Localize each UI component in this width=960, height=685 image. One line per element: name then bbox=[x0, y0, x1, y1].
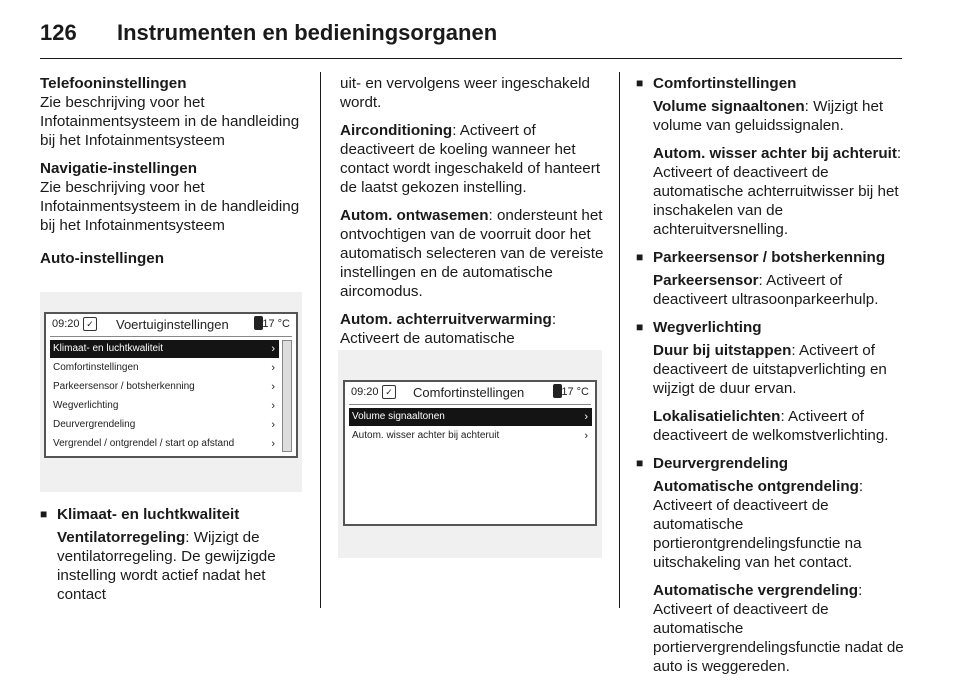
section-body-navigation: Zie beschrijving voor het Infotainmentsysteem in de handleiding bij het Infotainmentsysteem bbox=[40, 179, 300, 234]
bullet-doorlock: ■ Deurvergrendeling bbox=[636, 454, 904, 473]
screen-divider bbox=[50, 336, 292, 337]
section-title-phone: Telefooninstellingen bbox=[40, 75, 187, 92]
chevron-right-icon: › bbox=[584, 430, 588, 442]
page-title: Instrumenten en bedieningsorganen bbox=[117, 20, 498, 45]
screen-title: Comfortinstellingen bbox=[413, 385, 525, 400]
menu-item-label: Klimaat- en luchtkwaliteit bbox=[53, 343, 164, 354]
page-header bbox=[40, 20, 902, 60]
term-rear-wiper: Autom. wisser achter bij achteruit bbox=[653, 145, 897, 162]
term-auto-unlock: Automatische ontgrendeling bbox=[653, 478, 859, 495]
text-defog: : ondersteunt het ontvochtigen van de voorruit door het automatisch selecteren van de vereiste instellingen en de automatische aircomodus. bbox=[340, 207, 604, 300]
paragraph-fan-control bbox=[40, 528, 306, 604]
bullet-parking: ■ Parkeersensor / botsherkenning bbox=[636, 248, 904, 267]
menu-item-climate[interactable] bbox=[50, 340, 279, 358]
page-number: 126 bbox=[40, 20, 77, 45]
display-screen bbox=[343, 380, 597, 526]
screen-image-vehicle-settings bbox=[40, 292, 302, 492]
chevron-right-icon: › bbox=[271, 400, 275, 412]
chevron-right-icon: › bbox=[271, 362, 275, 374]
screen-image-comfort-settings bbox=[338, 350, 602, 558]
text-volume: : Wijzigt het volume van geluidssignalen. bbox=[653, 98, 884, 134]
text-rear-heating: : Activeert de automatische bbox=[340, 311, 557, 347]
menu-item-label: Deurvergrendeling bbox=[53, 419, 136, 430]
term-aircon: Airconditioning bbox=[340, 122, 453, 139]
text-auto-unlock: : Activeert of deactiveert de automatische portierontgrendelingsfunctie na uitschakeling van het contact. bbox=[653, 478, 864, 571]
menu-item-label: Autom. wisser achter bij achteruit bbox=[352, 430, 500, 441]
menu-item-label: Vergrendel / ontgrendel / start op afstand bbox=[53, 438, 235, 449]
term-rear-heating: Autom. achterruitverwarming bbox=[340, 311, 552, 328]
column-divider-2 bbox=[619, 72, 620, 608]
term-parking-sensor: Parkeersensor bbox=[653, 272, 759, 289]
section-title-navigation: Navigatie-instellingen bbox=[40, 160, 197, 177]
term-auto-lock: Automatische vergrendeling bbox=[653, 582, 859, 599]
term-fan-control: Ventilatorregeling bbox=[57, 529, 186, 546]
term-defog: Autom. ontwasemen bbox=[340, 207, 489, 224]
clock-time: 09:20 bbox=[351, 386, 379, 398]
chevron-right-icon: › bbox=[271, 438, 275, 450]
chevron-right-icon: › bbox=[271, 381, 275, 393]
column-1 bbox=[40, 74, 306, 277]
text-parking-sensor: : Activeert of deactiveert ultrasoonparkeerhulp. bbox=[653, 272, 879, 308]
chevron-right-icon: › bbox=[271, 343, 275, 355]
chevron-right-icon: › bbox=[584, 411, 588, 423]
column-1-bottom bbox=[40, 505, 306, 604]
clock-icon: ✓ bbox=[382, 385, 396, 399]
menu-item-lighting[interactable] bbox=[50, 397, 279, 415]
section-body-phone: Zie beschrijving voor het Infotainmentsysteem in de handleiding bij het Infotainmentsysteem bbox=[40, 94, 300, 149]
text-exit-duration: : Activeert of deactiveert de uitstapverlichting en wijzigt de duur ervan. bbox=[653, 342, 887, 397]
text-rear-wiper: : Activeert of deactiveert de automatische achterruitwisser bij het inschakelen van de achteruitversnelling. bbox=[653, 145, 902, 238]
text-fan-control: : Wijzigt de ventilatorregeling. De gewijzigde instelling wordt actief nadat het contact bbox=[57, 529, 276, 603]
menu-item-volume[interactable] bbox=[349, 408, 592, 426]
clock-time: 09:20 bbox=[52, 318, 80, 330]
bullet-lighting: ■ Wegverlichting bbox=[636, 318, 904, 337]
display-screen bbox=[44, 312, 298, 458]
menu-item-label: Parkeersensor / botsherkenning bbox=[53, 381, 195, 392]
text-auto-lock: : Activeert of deactiveert de automatische portiervergrendelingsfunctie nadat de auto is weggereden. bbox=[653, 582, 904, 675]
menu-item-remote[interactable] bbox=[50, 435, 279, 453]
bullet-climate: ■ Klimaat- en luchtkwaliteit bbox=[40, 505, 306, 524]
bullet-comfort: ■ Comfortinstellingen bbox=[636, 74, 904, 93]
term-locator-lights: Lokalisatielichten bbox=[653, 408, 781, 425]
temperature: 17 °C bbox=[262, 318, 290, 330]
column-divider-1 bbox=[320, 72, 321, 608]
clock-icon: ✓ bbox=[83, 317, 97, 331]
scrollbar[interactable] bbox=[282, 340, 292, 452]
menu-item-label: Wegverlichting bbox=[53, 400, 119, 411]
term-volume: Volume signaaltonen bbox=[653, 98, 805, 115]
section-title-vehicle: Auto-instellingen bbox=[40, 250, 165, 267]
temperature: 17 °C bbox=[561, 386, 589, 398]
column-2 bbox=[340, 74, 604, 376]
column-3 bbox=[636, 74, 904, 685]
screen-title: Voertuiginstellingen bbox=[116, 317, 229, 332]
term-exit-duration: Duur bij uitstappen bbox=[653, 342, 792, 359]
header-divider bbox=[40, 58, 902, 59]
menu-item-parking[interactable] bbox=[50, 378, 279, 396]
text-continuation: uit- en vervolgens weer ingeschakeld wordt. bbox=[340, 75, 590, 111]
text-aircon: : Activeert of deactiveert de koeling wanneer het contact wordt ingeschakeld of hanteert de laatst gekozen instelling. bbox=[340, 122, 601, 196]
chevron-right-icon: › bbox=[271, 419, 275, 431]
menu-item-label: Volume signaaltonen bbox=[352, 411, 445, 422]
menu-item-rear-wiper[interactable] bbox=[349, 427, 592, 445]
menu-item-label: Comfortinstellingen bbox=[53, 362, 139, 373]
menu-item-doorlock[interactable] bbox=[50, 416, 279, 434]
menu-item-comfort[interactable] bbox=[50, 359, 279, 377]
screen-divider bbox=[349, 404, 591, 405]
text-locator-lights: : Activeert of deactiveert de welkomstverlichting. bbox=[653, 408, 889, 444]
